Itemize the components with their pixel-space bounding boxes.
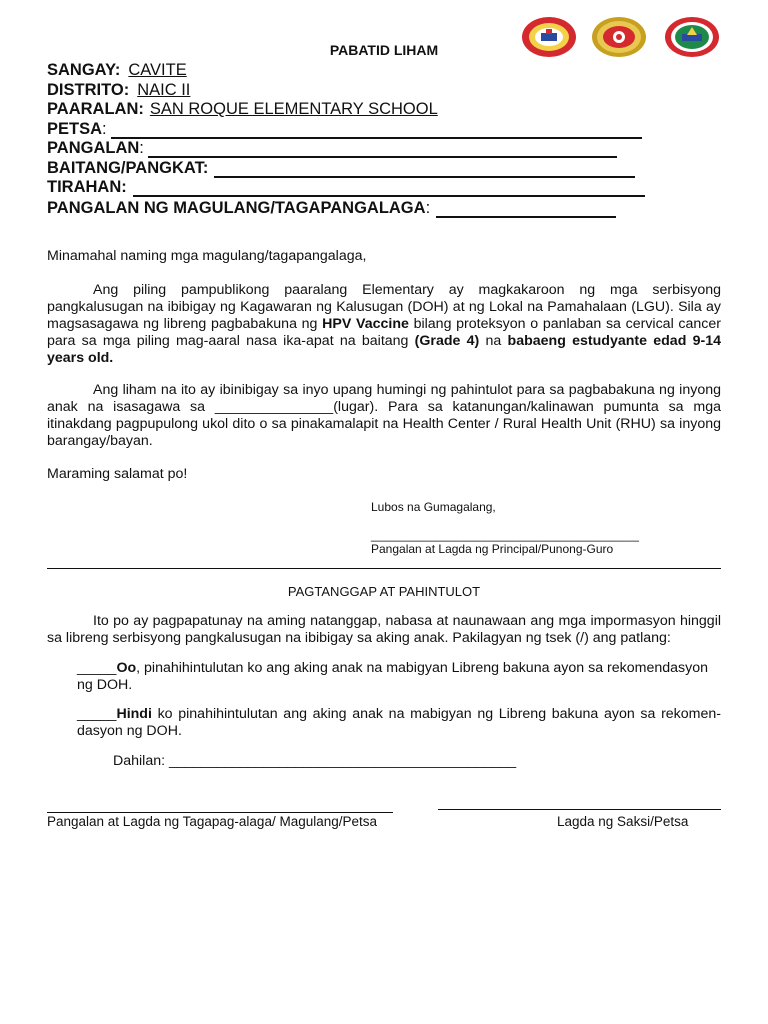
- closing: Lubos na Gumagalang,: [371, 500, 496, 514]
- consent-intro: [47, 613, 721, 647]
- witness-signature-caption: Lagda ng Saksi/Petsa: [557, 814, 689, 829]
- petsa-colon: :: [102, 120, 107, 138]
- page-title: PABATID LIHAM: [329, 42, 439, 58]
- tirahan-field[interactable]: [133, 181, 645, 197]
- option-oo: [77, 660, 721, 694]
- oo-checkbox-blank[interactable]: _____: [77, 660, 117, 676]
- p1-grade: (Grade 4): [414, 333, 480, 349]
- petsa-field[interactable]: [111, 123, 642, 139]
- consent-title: PAGTANGGAP AT PAHINTULOT: [287, 584, 481, 599]
- pangalan-field[interactable]: [148, 142, 617, 158]
- salutation: Minamahal naming mga magulang/tagapangalaga,: [47, 248, 367, 264]
- tirahan-label: TIRAHAN:: [47, 178, 127, 196]
- baitang-label: BAITANG/PANGKAT:: [47, 159, 209, 177]
- hindi-checkbox-blank[interactable]: _____: [77, 706, 117, 722]
- magulang-colon: :: [425, 199, 431, 217]
- principal-signature-line[interactable]: _______________________________________: [371, 528, 640, 542]
- distrito-label: DISTRITO:: [47, 81, 130, 99]
- oo-text: , pinahihintulutan ko ang aking anak na mabigyan Libreng bakuna ayon sa rekomendasyon ng DOH.: [77, 660, 708, 693]
- distrito-value: NAIC II: [137, 81, 191, 99]
- p1-text-a: Ang piling pampublikong paaralang Elementary ay magkakaroon ng mga serbisyong pangkalusugan na ibibigay ng Kagawaran ng Kalusugan (DOH) at ng Lokal na Pamahalaan (LGU). Sila ay magsasagawa ng libreng pagbabakuna ng: [47, 282, 721, 332]
- hindi-label: Hindi: [116, 706, 152, 722]
- petsa-row: [47, 120, 642, 139]
- p1-hpv-vaccine: HPV Vaccine: [322, 316, 409, 332]
- distrito-row: [47, 81, 190, 100]
- principal-signature-caption: Pangalan at Lagda ng Principal/Punong-Guro: [371, 542, 614, 556]
- magulang-row: [47, 199, 616, 218]
- district-seal-icon: [591, 16, 647, 58]
- p1-target-group: babaeng estudyante edad 9-14 years old.: [47, 333, 721, 366]
- school-seal-icon: [521, 16, 577, 58]
- hindi-text: ko pinahihintulutan ang aking anak na mabigyan ng Libreng bakuna ayon sa rekomen-dasyon ng DOH.: [77, 706, 721, 739]
- p1-text-e: na: [479, 333, 508, 349]
- sangay-label: SANGAY:: [47, 61, 121, 79]
- parent-signature-line[interactable]: [47, 812, 393, 813]
- paaralan-label: PAARALAN:: [47, 100, 144, 118]
- paragraph-2: [47, 382, 721, 450]
- parent-signature-caption: Pangalan at Lagda ng Tagapag-alaga/ Magulang/Petsa: [47, 814, 378, 829]
- sangay-row: [47, 61, 187, 80]
- pangalan-row: [47, 139, 617, 158]
- deped-seal-icon: [664, 16, 720, 58]
- magulang-label: PANGALAN NG MAGULANG/TAGAPANGALAGA: [47, 199, 426, 217]
- petsa-label: PETSA: [47, 120, 103, 138]
- oo-label: Oo: [116, 660, 137, 676]
- thanks: Maraming salamat po!: [47, 466, 188, 482]
- cut-line: [47, 568, 721, 569]
- p2-text: Ang liham na ito ay ibinibigay sa inyo upang humingi ng pahintulot para sa pagbabakuna ng inyong anak na isasagawa sa _______________(lugar). Para sa katanungan/kalinawan pumunta sa mga itinakdang pagpupulong ukol dito o sa pinakamalapit na Health Center / Rural Health Unit (RHU) sa inyong barangay/bayan.: [47, 382, 721, 449]
- sangay-value: CAVITE: [128, 61, 187, 79]
- pangalan-label: PANGALAN: [47, 139, 140, 157]
- witness-signature-line[interactable]: [438, 809, 721, 810]
- tirahan-row: [47, 178, 645, 197]
- paragraph-1: [47, 282, 721, 367]
- paaralan-row: [47, 100, 438, 119]
- dahilan-field[interactable]: Dahilan: ____________________________________________: [113, 753, 517, 769]
- magulang-field[interactable]: [436, 202, 616, 218]
- option-hindi: [77, 706, 721, 740]
- paaralan-value: SAN ROQUE ELEMENTARY SCHOOL: [149, 100, 438, 118]
- pangalan-colon: :: [139, 139, 144, 157]
- p1-text-c: bilang proteksyon o panlaban sa cervical cancer para sa mga piling mag-aaral nasa ika-apat na baitang: [47, 316, 722, 349]
- baitang-field[interactable]: [214, 162, 635, 178]
- consent-intro-text: Ito po ay pagpapatunay na aming natanggap, nabasa at naunawaan ang mga impormasyon hinggil sa libreng serbisyong pangkalusugan na ibibigay sa aking anak. Pakilagyan ng tsek (/) ang patlang:: [47, 613, 721, 646]
- baitang-row: [47, 159, 635, 178]
